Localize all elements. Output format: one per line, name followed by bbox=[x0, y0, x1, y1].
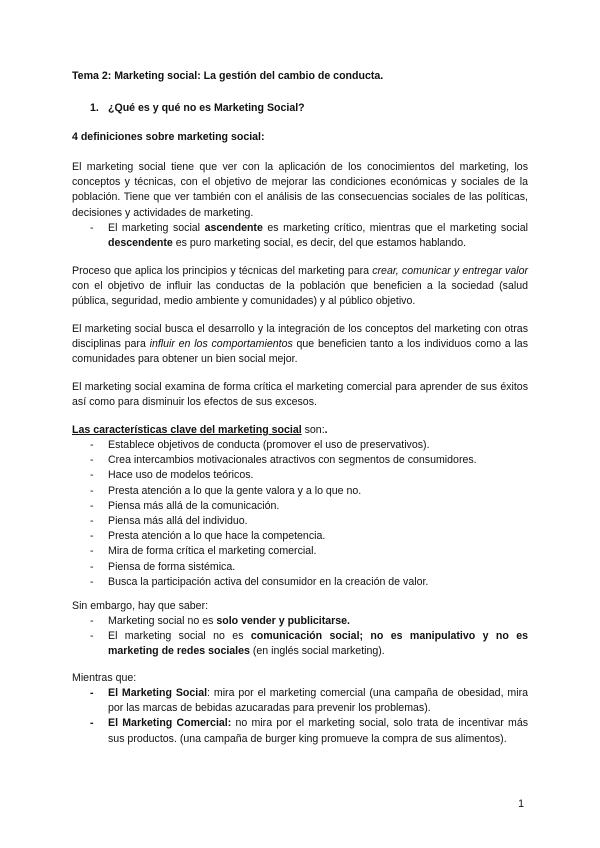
list-item: - Crea intercambios motivacionales atractivos con segmentos de consumidores. bbox=[90, 454, 477, 467]
sin-embargo-list bbox=[72, 614, 528, 660]
features-list bbox=[72, 438, 528, 590]
bullet-dash: - bbox=[90, 222, 94, 234]
mientras-heading: Mientras que: bbox=[72, 672, 137, 684]
p3-italic: influir en los comportamientos bbox=[149, 338, 293, 351]
features-heading-bold: Las características clave del marketing social bbox=[72, 424, 302, 436]
list-item: - Piensa de forma sistémica. bbox=[90, 560, 236, 573]
section-heading-text: ¿Qué es y qué no es Marketing Social? bbox=[108, 102, 305, 114]
list-item: - Establece objetivos de conducta (promover el uso de preservativos). bbox=[90, 439, 430, 451]
p3-text-pre: El marketing social busca el desarrollo y la integración de los conceptos del marketing con otras disciplinas para bbox=[72, 323, 528, 351]
features-heading bbox=[72, 423, 528, 438]
features-heading-rest: son: bbox=[301, 424, 325, 436]
document-title: Tema 2: Marketing social: La gestión del cambio de conducta. bbox=[72, 70, 384, 82]
page-number: 1 bbox=[518, 798, 524, 810]
list-item: - Busca la participación activa del consumidor en la creación de valor. bbox=[90, 575, 429, 588]
p2-text-pre: Proceso que aplica los principios y técnicas del marketing para bbox=[72, 265, 373, 277]
paragraph-1-bullet bbox=[72, 221, 528, 251]
bullet-text-post: es puro marketing social, es decir, del que estamos hablando. bbox=[172, 237, 467, 250]
list-item: - Marketing social no es solo vender y publicitarse. bbox=[90, 615, 350, 627]
list-item: - Hace uso de modelos teóricos. bbox=[90, 469, 254, 482]
section-number: 1. bbox=[90, 102, 99, 114]
bullet-text-mid: es marketing crítico, mientras que el marketing social bbox=[262, 222, 528, 234]
bullet-bold-ascendente: ascendente bbox=[204, 222, 263, 234]
p2-italic: crear, comunicar y entregar valor bbox=[372, 265, 528, 277]
bullet-bold-descendente: descendente bbox=[108, 237, 173, 250]
features-heading-end: . bbox=[324, 424, 328, 436]
list-item: - El Marketing Comercial: no mira por el marketing social, solo trata de incentivar más sus productos. (una campaña de burger king promueve la compra de sus alimentos). bbox=[90, 717, 529, 745]
paragraph-4: El marketing social examina de forma crítica el marketing comercial para aprender de sus éxitos así como para disminuir los efectos de sus excesos. bbox=[72, 381, 528, 409]
bullet-text-pre: El marketing social bbox=[108, 222, 205, 234]
paragraph-1: El marketing social tiene que ver con la aplicación de los conocimientos del marketing, los conceptos y técnicas, con el objetivo de mejorar las condiciones económicas y sociales de la población. Tiene que ver también con el análisis de las consecuencias sociales de las políticas, decisiones y actividades de marketing. bbox=[72, 161, 528, 219]
list-item: - El marketing social no es comunicación social; no es manipulativo y no es marketing de redes sociales (en inglés social marketing). bbox=[90, 630, 528, 658]
p2-text-post: con el objetivo de influir las conductas de la población que beneficien a la sociedad (salud pública, seguridad, medio ambiente y comunidades) y al público objetivo. bbox=[72, 280, 528, 308]
list-item: - Mira de forma crítica el marketing comercial. bbox=[90, 545, 317, 558]
list-item: - Presta atención a lo que la gente valora y a lo que no. bbox=[90, 484, 362, 497]
list-item: - El Marketing Social: mira por el marketing comercial (una campaña de obesidad, mira por las marcas de bebidas azucaradas para prevenir los problemas). bbox=[90, 687, 529, 715]
list-item: - Piensa más allá del individuo. bbox=[90, 515, 248, 528]
sin-embargo-heading: Sin embargo, hay que saber: bbox=[72, 600, 209, 612]
p3-text-post: que beneficien tanto a los individuos como a las comunidades para obtener un bien social mejor. bbox=[72, 338, 528, 366]
list-item: - Presta atención a lo que hace la competencia. bbox=[90, 530, 326, 543]
definitions-heading: 4 definiciones sobre marketing social: bbox=[72, 131, 265, 143]
paragraph-3 bbox=[72, 322, 528, 368]
paragraph-2 bbox=[72, 264, 528, 310]
section-heading-1 bbox=[72, 101, 528, 116]
mientras-list bbox=[72, 686, 528, 747]
list-item: - Piensa más allá de la comunicación. bbox=[90, 499, 280, 512]
